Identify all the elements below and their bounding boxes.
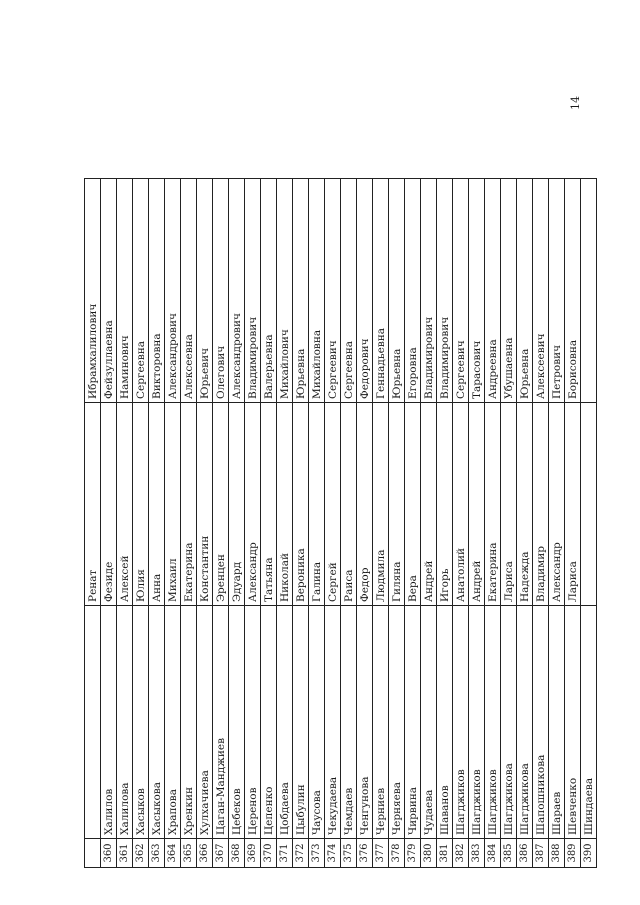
surname-cell: Цепенко: [261, 606, 277, 839]
surname-cell: Хренкин: [181, 606, 197, 839]
row-number-cell: 385: [501, 839, 517, 868]
first-name-cell: Екатерина: [181, 403, 197, 606]
patronymic-cell: Наминович: [117, 179, 133, 403]
row-number-cell: 384: [485, 839, 501, 868]
first-name-cell: Эдуард: [229, 403, 245, 606]
first-name-cell: Эренцен: [213, 403, 229, 606]
table-row: [277, 179, 293, 868]
row-number-cell: 360: [101, 839, 117, 868]
row-number-cell: 372: [293, 839, 309, 868]
table-body: [85, 179, 597, 868]
table-row: [581, 179, 597, 868]
first-name-cell: Вероника: [293, 403, 309, 606]
surname-cell: Чемдаев: [341, 606, 357, 839]
surname-cell: Шаванов: [437, 606, 453, 839]
patronymic-cell: Владимирович: [437, 179, 453, 403]
table-row: [549, 179, 565, 868]
first-name-cell: [581, 403, 597, 606]
patronymic-cell: Александрович: [165, 179, 181, 403]
first-name-cell: Юлия: [133, 403, 149, 606]
first-name-cell: Анатолий: [453, 403, 469, 606]
patronymic-cell: Владимирович: [421, 179, 437, 403]
patronymic-cell: Борисовна: [565, 179, 581, 403]
table-row: [101, 179, 117, 868]
names-table: [84, 178, 597, 868]
first-name-cell: Константин: [197, 403, 213, 606]
surname-cell: Шараев: [549, 606, 565, 839]
patronymic-cell: Валерьевна: [261, 179, 277, 403]
patronymic-cell: Михайлович: [277, 179, 293, 403]
patronymic-cell: Фейзуллаевна: [101, 179, 117, 403]
patronymic-cell: Михайловна: [309, 179, 325, 403]
patronymic-cell: Геннадьевна: [373, 179, 389, 403]
table-row: [469, 179, 485, 868]
surname-cell: Хасыков: [133, 606, 149, 839]
row-number-cell: 367: [213, 839, 229, 868]
patronymic-cell: Егоровна: [405, 179, 421, 403]
first-name-cell: Андрей: [421, 403, 437, 606]
table-row: [261, 179, 277, 868]
patronymic-cell: Юрьевна: [517, 179, 533, 403]
table-row: [117, 179, 133, 868]
table-row: [165, 179, 181, 868]
table-row: [341, 179, 357, 868]
patronymic-cell: Юрьевна: [389, 179, 405, 403]
patronymic-cell: Сергеевна: [341, 179, 357, 403]
rotated-table: [84, 207, 595, 868]
row-number-cell: 388: [549, 839, 565, 868]
patronymic-cell: Алексеевич: [533, 179, 549, 403]
surname-cell: Халилова: [117, 606, 133, 839]
surname-cell: Шевченко: [565, 606, 581, 839]
table-row: [293, 179, 309, 868]
surname-cell: Шиндаева: [581, 606, 597, 839]
surname-cell: Шагджикова: [501, 606, 517, 839]
table-row: [517, 179, 533, 868]
surname-cell: Чудаева: [421, 606, 437, 839]
surname-cell: Шагджикова: [517, 606, 533, 839]
table-row: [213, 179, 229, 868]
table-row: [133, 179, 149, 868]
table-row: [437, 179, 453, 868]
page-number: 14: [569, 96, 582, 110]
table-row: [533, 179, 549, 868]
table-region: [84, 207, 595, 868]
row-number-cell: 368: [229, 839, 245, 868]
surname-cell: Чаусова: [309, 606, 325, 839]
first-name-cell: Татьяна: [261, 403, 277, 606]
patronymic-cell: Викторовна: [149, 179, 165, 403]
table-row: [421, 179, 437, 868]
row-number-cell: 380: [421, 839, 437, 868]
surname-cell: Халилов: [101, 606, 117, 839]
first-name-cell: Александр: [549, 403, 565, 606]
table-row: [405, 179, 421, 868]
row-number-cell: 390: [581, 839, 597, 868]
first-name-cell: Владимир: [533, 403, 549, 606]
first-name-cell: Людмила: [373, 403, 389, 606]
patronymic-cell: Юрьевич: [197, 179, 213, 403]
row-number-cell: 377: [373, 839, 389, 868]
surname-cell: Шапошникова: [533, 606, 549, 839]
row-number-cell: 361: [117, 839, 133, 868]
first-name-cell: Надежда: [517, 403, 533, 606]
patronymic-cell: Тарасович: [469, 179, 485, 403]
first-name-cell: Алексей: [117, 403, 133, 606]
patronymic-cell: Сергеевич: [453, 179, 469, 403]
first-name-cell: Игорь: [437, 403, 453, 606]
first-name-cell: Михаил: [165, 403, 181, 606]
table-row: [389, 179, 405, 868]
patronymic-cell: Юрьевна: [293, 179, 309, 403]
row-number-cell: 370: [261, 839, 277, 868]
patronymic-cell: Сергеевич: [325, 179, 341, 403]
patronymic-cell: Владимирович: [245, 179, 261, 403]
first-name-cell: Сергей: [325, 403, 341, 606]
table-row: [357, 179, 373, 868]
first-name-cell: Гиляна: [389, 403, 405, 606]
patronymic-cell: Ибрамхалилович: [85, 179, 101, 403]
table-row: [501, 179, 517, 868]
patronymic-cell: Олегович: [213, 179, 229, 403]
table-row: [245, 179, 261, 868]
row-number-cell: 386: [517, 839, 533, 868]
row-number-cell: 387: [533, 839, 549, 868]
row-number-cell: 375: [341, 839, 357, 868]
patronymic-cell: Алексеевна: [181, 179, 197, 403]
row-number-cell: 378: [389, 839, 405, 868]
row-number-cell: 389: [565, 839, 581, 868]
patronymic-cell: Убушаевна: [501, 179, 517, 403]
row-number-cell: 366: [197, 839, 213, 868]
first-name-cell: Галина: [309, 403, 325, 606]
row-number-cell: 382: [453, 839, 469, 868]
row-number-cell: 362: [133, 839, 149, 868]
row-number-cell: 363: [149, 839, 165, 868]
first-name-cell: Александр: [245, 403, 261, 606]
first-name-cell: Лариса: [501, 403, 517, 606]
surname-cell: Шагджиков: [469, 606, 485, 839]
row-number-cell: 376: [357, 839, 373, 868]
surname-cell: Чирвина: [405, 606, 421, 839]
surname-cell: Черняева: [389, 606, 405, 839]
patronymic-cell: Андреевна: [485, 179, 501, 403]
patronymic-cell: Сергеевна: [133, 179, 149, 403]
surname-cell: Хасыкова: [149, 606, 165, 839]
first-name-cell: Анна: [149, 403, 165, 606]
patronymic-cell: Александрович: [229, 179, 245, 403]
row-number-cell: 364: [165, 839, 181, 868]
table-row: [85, 179, 101, 868]
surname-cell: Шагджиков: [485, 606, 501, 839]
first-name-cell: Екатерина: [485, 403, 501, 606]
surname-cell: Цаган-Манджиев: [213, 606, 229, 839]
surname-cell: Черниев: [373, 606, 389, 839]
row-number-cell: 379: [405, 839, 421, 868]
surname-cell: Цыбулин: [293, 606, 309, 839]
surname-cell: Цобдаева: [277, 606, 293, 839]
surname-cell: Церенов: [245, 606, 261, 839]
surname-cell: [85, 606, 101, 839]
row-number-cell: 369: [245, 839, 261, 868]
first-name-cell: Андрей: [469, 403, 485, 606]
patronymic-cell: [581, 179, 597, 403]
row-number-cell: [85, 839, 101, 868]
table-row: [453, 179, 469, 868]
patronymic-cell: Петрович: [549, 179, 565, 403]
first-name-cell: Раиса: [341, 403, 357, 606]
surname-cell: Шагджиков: [453, 606, 469, 839]
first-name-cell: Фезиде: [101, 403, 117, 606]
row-number-cell: 373: [309, 839, 325, 868]
table-row: [485, 179, 501, 868]
row-number-cell: 371: [277, 839, 293, 868]
first-name-cell: Ренат: [85, 403, 101, 606]
first-name-cell: Лариса: [565, 403, 581, 606]
table-row: [309, 179, 325, 868]
surname-cell: Хулхачиева: [197, 606, 213, 839]
table-row: [229, 179, 245, 868]
surname-cell: Ченгунова: [357, 606, 373, 839]
row-number-cell: 365: [181, 839, 197, 868]
table-row: [197, 179, 213, 868]
surname-cell: Чекудаева: [325, 606, 341, 839]
table-row: [373, 179, 389, 868]
row-number-cell: 374: [325, 839, 341, 868]
row-number-cell: 383: [469, 839, 485, 868]
surname-cell: Цебеков: [229, 606, 245, 839]
table-row: [181, 179, 197, 868]
first-name-cell: Николай: [277, 403, 293, 606]
table-row: [325, 179, 341, 868]
surname-cell: Храпова: [165, 606, 181, 839]
table-row: [565, 179, 581, 868]
first-name-cell: Федор: [357, 403, 373, 606]
row-number-cell: 381: [437, 839, 453, 868]
table-row: [149, 179, 165, 868]
patronymic-cell: Федорович: [357, 179, 373, 403]
first-name-cell: Вера: [405, 403, 421, 606]
